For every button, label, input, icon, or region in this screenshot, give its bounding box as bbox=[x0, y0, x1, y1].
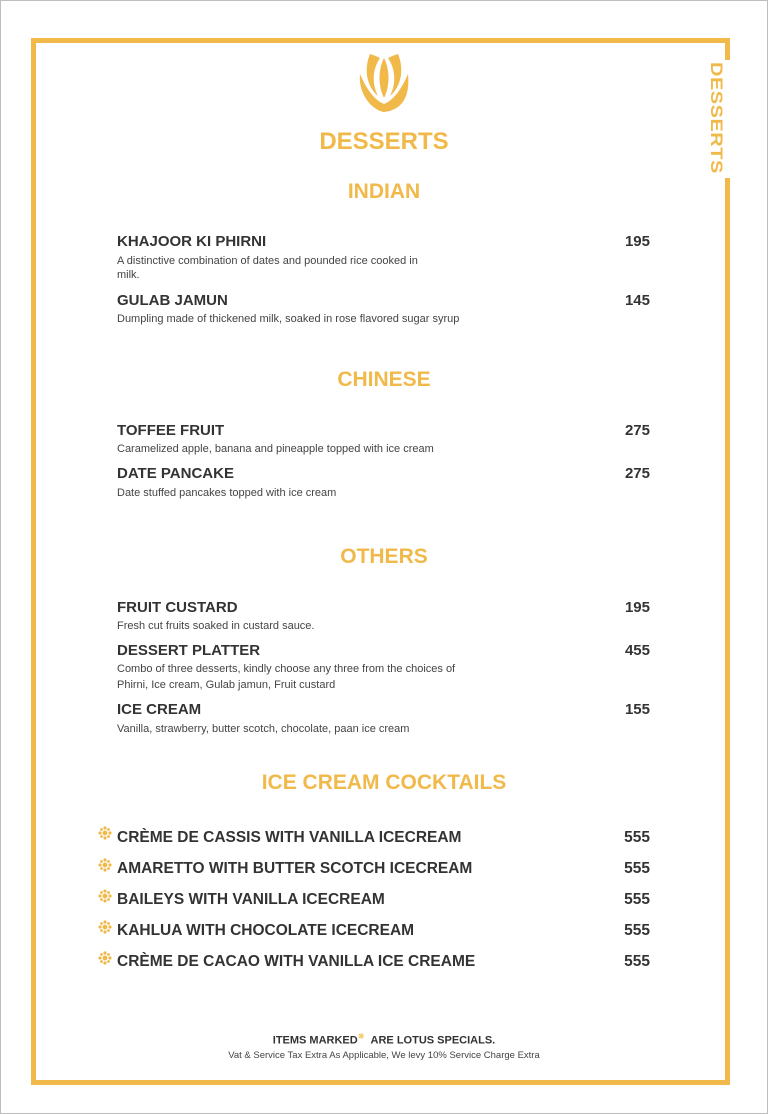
flower-special-icon: ❋ bbox=[357, 1032, 365, 1041]
flower-special-icon bbox=[98, 920, 112, 934]
item-description: Fresh cut fruits soaked in custard sauce. bbox=[117, 620, 315, 632]
item-description: Date stuffed pancakes topped with ice cream bbox=[117, 487, 337, 499]
item-name: FRUIT CUSTARD bbox=[117, 599, 238, 616]
section-heading-ice-cream-cocktails: ICE CREAM COCKTAILS bbox=[261, 771, 507, 794]
item-description: A distinctive combination of dates and pounded rice cooked in bbox=[117, 255, 418, 267]
item-price: 555 bbox=[624, 953, 650, 970]
item-description: Vanilla, strawberry, butter scotch, chocolate, paan ice cream bbox=[117, 723, 410, 735]
flower-special-icon bbox=[98, 858, 112, 872]
flower-special-icon bbox=[98, 826, 112, 840]
page-title: DESSERTS bbox=[319, 128, 449, 155]
section-heading-chinese: CHINESE bbox=[337, 368, 431, 391]
item-name: KHAJOOR KI PHIRNI bbox=[117, 233, 267, 250]
item-name: GULAB JAMUN bbox=[117, 292, 228, 309]
item-price: 155 bbox=[624, 701, 650, 718]
item-name: DATE PANCAKE bbox=[117, 465, 234, 482]
footer-lotus-specials: ARE LOTUS SPECIALS. bbox=[370, 1034, 496, 1047]
item-price: 275 bbox=[624, 422, 650, 439]
side-tab-label: DESSERTS bbox=[706, 62, 726, 174]
footer-tax-note: Vat & Service Tax Extra As Applicable, We levy 10% Service Charge Extra bbox=[228, 1050, 540, 1061]
item-price: 455 bbox=[624, 642, 650, 659]
item-price: 555 bbox=[624, 829, 650, 846]
item-description-cont: milk. bbox=[117, 269, 140, 281]
item-name: AMARETTO WITH BUTTER SCOTCH ICECREAM bbox=[117, 860, 473, 877]
item-price: 555 bbox=[624, 922, 650, 939]
item-name: TOFFEE FRUIT bbox=[117, 422, 225, 439]
item-name: BAILEYS WITH VANILLA ICECREAM bbox=[117, 891, 385, 908]
item-name: CRÈME DE CACAO WITH VANILLA ICE CREAME bbox=[117, 953, 476, 970]
item-description: Dumpling made of thickened milk, soaked in rose flavored sugar syrup bbox=[117, 313, 460, 325]
lotus-logo-icon bbox=[356, 48, 412, 114]
item-price: 195 bbox=[624, 233, 650, 250]
item-price: 275 bbox=[624, 465, 650, 482]
item-name: CRÈME DE CASSIS WITH VANILLA ICECREAM bbox=[117, 829, 462, 846]
item-description-cont: Phirni, Ice cream, Gulab jamun, Fruit custard bbox=[117, 679, 336, 691]
item-price: 555 bbox=[624, 860, 650, 877]
footer-items-marked: ITEMS MARKED bbox=[272, 1034, 358, 1047]
item-name: KAHLUA WITH CHOCOLATE ICECREAM bbox=[117, 922, 415, 939]
item-description: Combo of three desserts, kindly choose any three from the choices of bbox=[117, 663, 456, 675]
section-heading-others: OTHERS bbox=[340, 545, 428, 568]
item-price: 555 bbox=[624, 891, 650, 908]
flower-special-icon bbox=[98, 889, 112, 903]
item-description: Caramelized apple, banana and pineapple topped with ice cream bbox=[117, 443, 434, 455]
item-name: ICE CREAM bbox=[117, 701, 202, 718]
section-heading-indian: INDIAN bbox=[347, 180, 421, 203]
item-price: 145 bbox=[624, 292, 650, 309]
footer-specials-note bbox=[0, 1032, 768, 1047]
flower-special-icon bbox=[98, 951, 112, 965]
item-price: 195 bbox=[624, 599, 650, 616]
item-name: DESSERT PLATTER bbox=[117, 642, 261, 659]
